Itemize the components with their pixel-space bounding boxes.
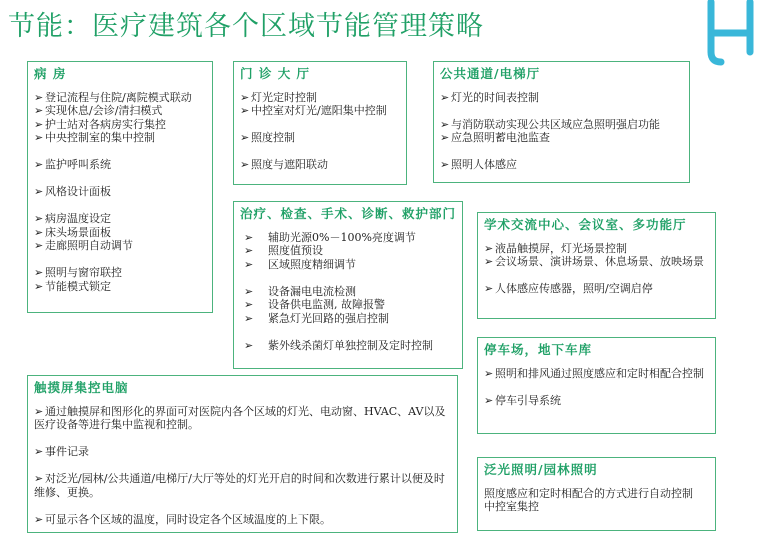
ward-item [34,118,206,132]
spacer [440,145,683,159]
arrow-bullet-icon: ➢ [34,239,44,252]
treatment-item [240,312,456,326]
academic-item-text: 会议场景、演讲场景、休息场景、放映场景 [495,255,704,268]
touch-item [34,472,451,499]
arrow-bullet-icon: ➢ [440,117,450,131]
touch-item-text: 对泛光/园林/公共通道/电梯厅/大厅等处的灯光开启的时间和次数进行累计以便及时维修、更换。 [34,472,445,499]
academic-box [477,212,716,319]
arrow-bullet-icon: ➢ [240,104,250,117]
corridor-title: 公共通道/电梯厅 [440,66,541,81]
touch-item-text: 通过触摸屏和图形化的界面可对医院内各个区域的灯光、电动窗、HVAC、AV以及医疗设备等进行集中监视和控制。 [34,404,446,431]
touch-screen-box [27,375,458,533]
corridor-item [440,158,683,172]
parking-items [484,367,709,408]
parking-box [477,337,716,434]
arrow-bullet-icon: ➢ [244,311,254,325]
treatment-item [240,258,456,272]
arrow-bullet-icon: ➢ [34,266,44,279]
arrow-bullet-icon: ➢ [34,131,44,144]
ward-item [34,226,206,240]
arrow-bullet-icon: ➢ [440,158,450,171]
corridor-item [440,131,683,145]
ward-item-text: 床头场景面板 [45,225,111,239]
spacer [34,432,451,446]
corridor-item-text: 与消防联动实现公共区域应急照明强启功能 [451,117,660,131]
ward-item [34,280,206,294]
touch-items [34,405,451,527]
outpatient-box [233,61,407,185]
arrow-bullet-icon: ➢ [244,284,254,298]
treatment-item-text: 照度值预设 [268,244,323,257]
corridor-box [433,61,690,183]
ward-item [34,185,206,199]
spacer [240,145,400,159]
touch-item [34,405,451,432]
ward-item-text: 节能模式锁定 [45,279,111,293]
parking-title: 停车场，地下车库 [484,342,593,357]
ward-item-text: 风格设计面板 [45,185,111,198]
outpatient-item-text: 中控室对灯光/遮阳集中控制 [251,104,387,117]
arrow-bullet-icon: ➢ [440,131,450,144]
ward-box [27,61,213,313]
treatment-items [240,231,456,353]
corridor-item [440,91,683,105]
academic-item [484,255,709,269]
spacer [484,269,709,283]
arrow-bullet-icon: ➢ [484,366,494,380]
arrow-bullet-icon: ➢ [34,104,44,117]
arrow-bullet-icon: ➢ [240,158,250,171]
academic-item [484,282,709,296]
parking-item-text: 停车引导系统 [495,393,561,407]
outpatient-title: 门 诊 大 厅 [240,66,311,81]
spacer [240,118,400,132]
touch-item-text: 事件记录 [45,445,89,458]
ward-item [34,212,206,226]
arrow-bullet-icon: ➢ [484,393,494,407]
spacer [240,271,456,285]
corridor-item-text: 灯光的时间表控制 [451,90,539,104]
page-title: 节能：医疗建筑各个区域节能管理策略 [8,11,484,42]
spacer [34,172,206,186]
arrow-bullet-icon: ➢ [34,117,44,131]
arrow-bullet-icon: ➢ [34,404,44,418]
flood-item-text: 中控室集控 [484,500,539,513]
academic-title: 学术交流中心、会议室、多功能厅 [484,217,687,232]
treatment-item [240,298,456,312]
spacer [440,104,683,118]
arrow-bullet-icon: ➢ [34,212,44,225]
academic-items [484,242,709,296]
treatment-title: 治疗、检查、手术、诊断、救护部门 [240,206,457,221]
ward-items [34,91,206,294]
outpatient-item [240,158,400,172]
ward-item [34,158,206,172]
treatment-item-text: 紫外线杀菌灯单独控制及定时控制 [268,338,433,352]
arrow-bullet-icon: ➢ [244,244,254,257]
ward-item [34,266,206,280]
arrow-bullet-icon: ➢ [244,298,254,311]
ward-item-text: 实现休息/会诊/清扫模式 [45,104,163,117]
flood-title: 泛光照明/园林照明 [484,462,598,477]
treatment-item-text: 辅助光源0%－100%亮度调节 [268,230,416,244]
treatment-item [240,285,456,299]
academic-item-text: 人体感应传感器，照明/空调启停 [495,282,653,295]
arrow-bullet-icon: ➢ [34,185,44,198]
arrow-bullet-icon: ➢ [484,282,494,295]
flood-item-text: 照度感应和定时相配合的方式进行自动控制 [484,486,693,500]
parking-item [484,367,709,381]
ward-item [34,239,206,253]
flood-item [484,500,709,514]
outpatient-item [240,131,400,145]
corridor-items [440,91,683,172]
outpatient-item [240,91,400,105]
academic-item-text: 液晶触摸屏，灯光场景控制 [495,241,627,255]
arrow-bullet-icon: ➢ [34,512,44,526]
treatment-item [240,231,456,245]
treatment-item-text: 设备供电监测, 故障报警 [268,298,385,311]
touch-item [34,513,451,527]
spacer [34,459,451,473]
outpatient-item-text: 灯光定时控制 [251,90,317,104]
outpatient-item [240,104,400,118]
spacer [34,253,206,267]
hospital-logo-icon [703,0,758,66]
corridor-item [440,118,683,132]
treatment-item [240,339,456,353]
flood-lighting-box [477,457,716,531]
outpatient-items [240,91,400,172]
arrow-bullet-icon: ➢ [240,90,250,104]
ward-item-text: 病房温度设定 [45,212,111,225]
spacer [34,145,206,159]
arrow-bullet-icon: ➢ [440,90,450,104]
ward-item [34,91,206,105]
spacer [484,380,709,394]
corridor-item-text: 应急照明蓄电池监查 [451,131,550,144]
arrow-bullet-icon: ➢ [34,279,44,293]
ward-item [34,104,206,118]
spacer [34,499,451,513]
spacer [240,325,456,339]
arrow-bullet-icon: ➢ [34,445,44,458]
parking-item [484,394,709,408]
ward-item [34,131,206,145]
treatment-item-text: 紧急灯光回路的强启控制 [268,311,389,325]
ward-item-text: 走廊照明自动调节 [45,239,133,252]
touch-title: 触摸屏集控电脑 [34,380,129,395]
touch-item-text: 可显示各个区域的温度，同时设定各个区域温度的上下限。 [45,512,331,526]
spacer [34,199,206,213]
arrow-bullet-icon: ➢ [34,158,44,171]
arrow-bullet-icon: ➢ [484,241,494,255]
ward-item-text: 监护呼叫系统 [45,158,111,171]
arrow-bullet-icon: ➢ [484,255,494,268]
ward-item-text: 护士站对各病房实行集控 [45,117,166,131]
treatment-box [233,201,463,369]
arrow-bullet-icon: ➢ [244,230,254,244]
arrow-bullet-icon: ➢ [240,131,250,144]
treatment-item-text: 设备漏电电流检测 [268,284,356,298]
arrow-bullet-icon: ➢ [34,225,44,239]
parking-item-text: 照明和排风通过照度感应和定时相配合控制 [495,366,704,380]
corridor-item-text: 照明人体感应 [451,158,517,171]
arrow-bullet-icon: ➢ [244,257,254,271]
treatment-item [240,244,456,258]
treatment-item-text: 区域照度精细调节 [268,257,356,271]
flood-items [484,487,709,514]
arrow-bullet-icon: ➢ [34,90,44,104]
ward-item-text: 中央控制室的集中控制 [45,131,155,144]
ward-item-text: 登记流程与住院/离院模式联动 [45,90,192,104]
outpatient-item-text: 照度与遮阳联动 [251,158,328,171]
ward-title: 病 房 [34,66,67,81]
touch-item [34,445,451,459]
outpatient-item-text: 照度控制 [251,131,295,144]
academic-item [484,242,709,256]
arrow-bullet-icon: ➢ [244,338,254,352]
ward-item-text: 照明与窗帘联控 [45,266,122,279]
flood-item [484,487,709,501]
arrow-bullet-icon: ➢ [34,472,44,485]
